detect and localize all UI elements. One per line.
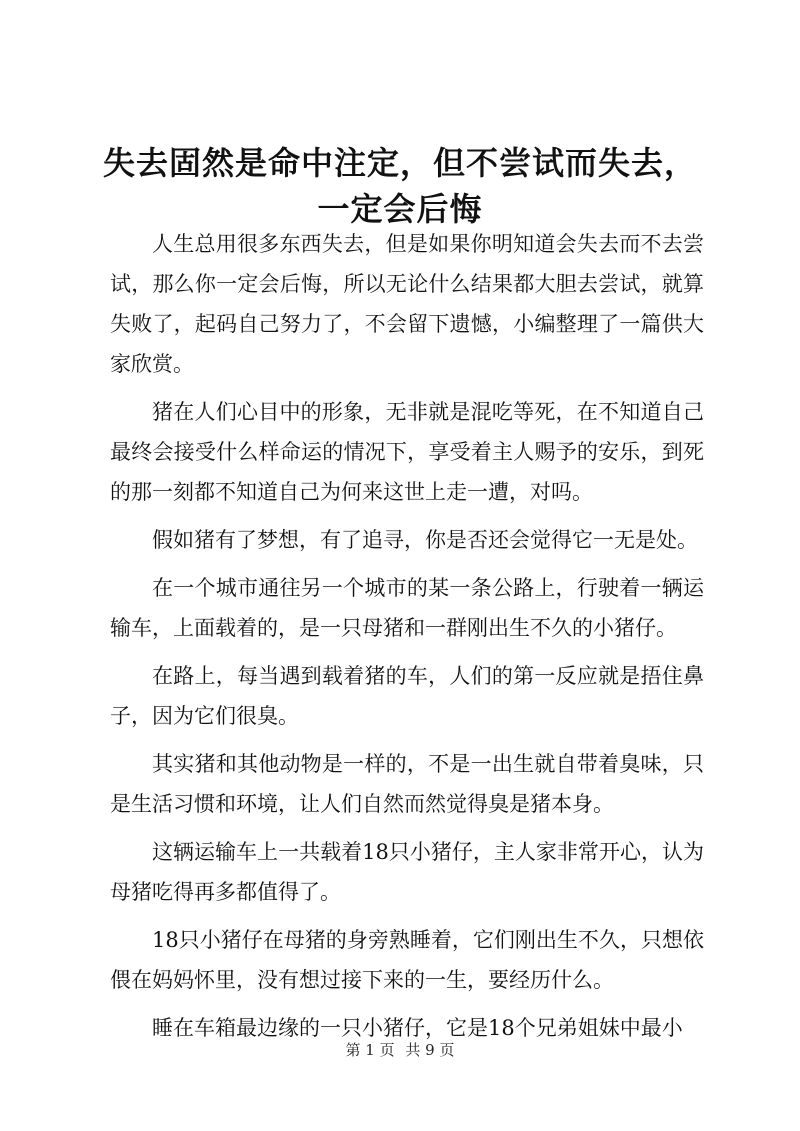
paragraph: 这辆运输车上一共载着18只小猪仔，主人家非常开心，认为母猪吃得再多都值得了。 (110, 840, 704, 904)
paragraph: 人生总用很多东西失去，但是如果你明知道会失去而不去尝试，那么你一定会后悔，所以无论什么结果都大胆去尝试，就算失败了，起码自己努力了，不会留下遗憾，小编整理了一篇供大家欣赏。 (110, 232, 704, 376)
page-number: 第 1 页 (345, 1041, 395, 1059)
paragraph: 假如猪有了梦想，有了追寻，你是否还会觉得它一无是处。 (152, 528, 698, 552)
page-total: 共 9 页 (405, 1041, 455, 1059)
paragraph: 18只小猪仔在母猪的身旁熟睡着，它们刚出生不久，只想依偎在妈妈怀里，没有想过接下来的一生，要经历什么。 (110, 928, 704, 992)
page-title: 失去固然是命中注定，但不尝试而失去，一定会后悔 (102, 144, 697, 228)
paragraph: 睡在车箱最边缘的一只小猪仔，它是18个兄弟姐妹中最小 (152, 1016, 683, 1040)
paragraph: 在一个城市通往另一个城市的某一条公路上，行驶着一辆运输车，上面载着的，是一只母猪和一群刚出生不久的小猪仔。 (110, 576, 704, 640)
paragraph: 猪在人们心目中的形象，无非就是混吃等死，在不知道自己最终会接受什么样命运的情况下，享受着主人赐予的安乐，到死的那一刻都不知道自己为何来这世上走一遭，对吗。 (110, 400, 704, 504)
article-body (110, 224, 704, 1056)
page-footer (0, 1040, 800, 1060)
paragraph: 在路上，每当遇到载着猪的车，人们的第一反应就是捂住鼻子，因为它们很臭。 (110, 664, 704, 728)
paragraph: 其实猪和其他动物是一样的，不是一出生就自带着臭味，只是生活习惯和环境，让人们自然而然觉得臭是猪本身。 (110, 752, 704, 816)
